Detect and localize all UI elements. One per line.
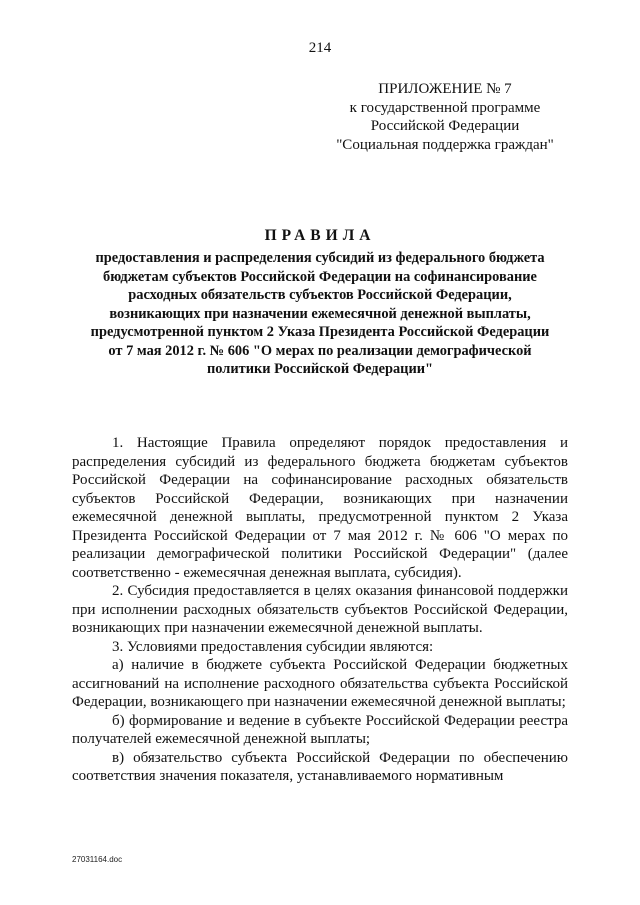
appendix-heading [320, 80, 570, 154]
subtitle-line: предоставления и распределения субсидий из федерального бюджета [95, 250, 545, 266]
file-name-footer: 27031164.doc [72, 855, 123, 864]
appendix-line: к государственной программе [349, 99, 541, 116]
paragraph-3: 3. Условиями предоставления субсидии являются: [112, 638, 434, 655]
page-number: 214 [308, 40, 332, 56]
document-body [72, 434, 568, 786]
subtitle-line: бюджетам субъектов Российской Федерации на софинансирование [103, 268, 537, 285]
subtitle-line: политики Российской Федерации" [206, 361, 434, 377]
paragraph-3c: в) обязательство субъекта Российской Федерации по обеспечению соответствия значения показателя, устанавливаемого нормативным [72, 749, 568, 784]
subtitle-line: предусмотренной пунктом 2 Указа Президента Российской Федерации [90, 324, 550, 340]
subtitle-line: возникающих при назначении ежемесячной денежной выплаты, [109, 305, 531, 322]
document-subtitle [60, 249, 580, 379]
paragraph-3b: б) формирование и ведение в субъекте Российской Федерации реестра получателей ежемесячной денежной выплаты; [72, 712, 568, 747]
paragraph-1: 1. Настоящие Правила определяют порядок предоставления и распределения субсидий из федерального бюджета бюджетам субъектов Российской Федерации на софинансирование расходных обязательств субъектов Российской Федерации, возникающих при назначении ежемесячной денежной выплаты, предусмотренной пунктом 2 Указа Президента Российской Федерации от 7 мая 2012 г. № 606 "О мерах по реализации демографической политики Российской Федерации" (далее соответственно - ежемесячная денежная выплата, субсидия). [72, 435, 568, 581]
appendix-line: ПРИЛОЖЕНИЕ № 7 [378, 81, 512, 97]
appendix-line: "Социальная поддержка граждан" [336, 136, 554, 153]
document-title: ПРАВИЛА [264, 227, 376, 244]
appendix-line: Российской Федерации [370, 118, 520, 134]
paragraph-2: 2. Субсидия предоставляется в целях оказания финансовой поддержки при исполнении расходных обязательств субъектов Российской Федерации, возникающих при назначении ежемесячной денежной выплаты. [72, 583, 568, 636]
paragraph-3a: а) наличие в бюджете субъекта Российской Федерации бюджетных ассигнований на исполнение расходного обязательства субъекта Российской Федерации, возникающего при назначении ежемесячной денежной выплаты; [72, 657, 568, 710]
subtitle-line: от 7 мая 2012 г. № 606 "О мерах по реализации демографической [108, 342, 532, 359]
subtitle-line: расходных обязательств субъектов Российской Федерации, [128, 287, 512, 303]
